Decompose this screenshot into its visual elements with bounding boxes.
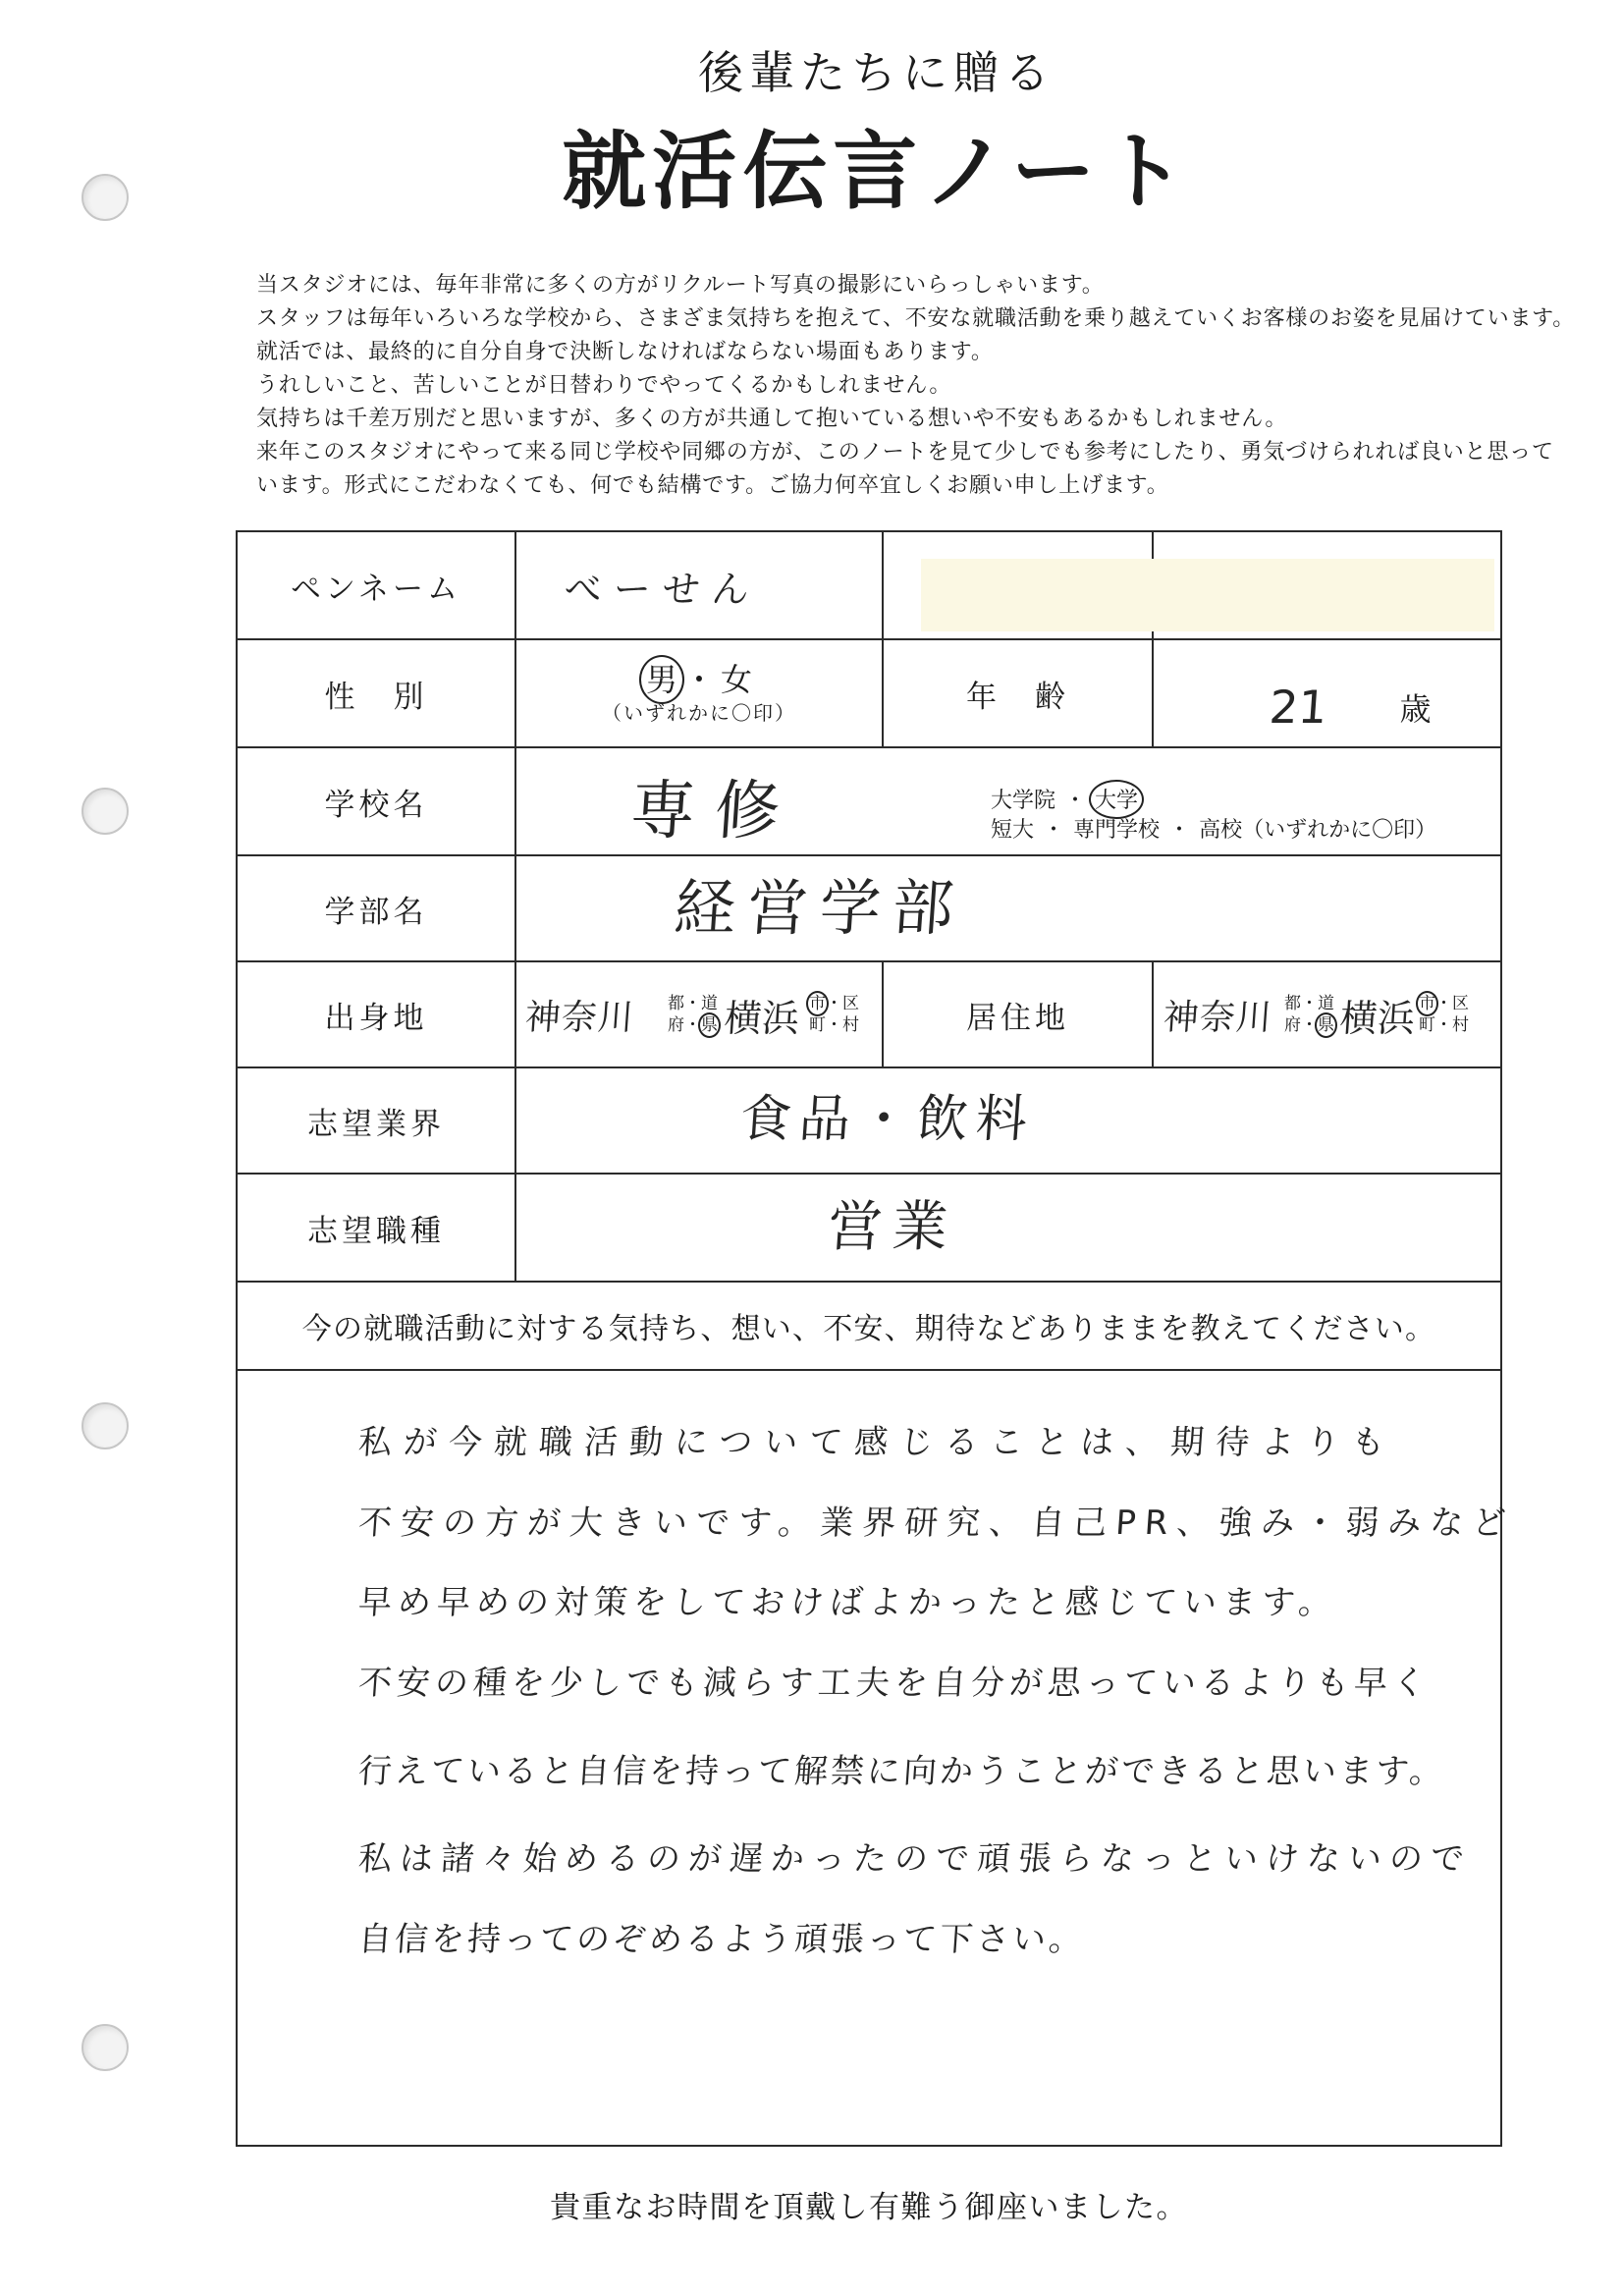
pen-name-label: ペンネーム	[238, 532, 516, 638]
prefecture-suffix-options	[1284, 993, 1334, 1036]
gender-label: 性 別	[238, 640, 516, 746]
city-suffix-options	[1419, 993, 1469, 1036]
industry-row	[238, 1068, 1500, 1175]
note-form	[236, 530, 1516, 2147]
faculty-value: 経営学部	[672, 872, 968, 944]
intro-line: います。形式にこだわなくても、何でも結構です。ご協力何卒宜しくお願い申し上げます。	[256, 472, 1169, 497]
intro-line: スタッフは毎年いろいろな学校から、さまざま気持ちを抱えて、不安な就職活動を乗り越えていくお客様のお姿を見届けています。	[256, 305, 1576, 330]
gender-option-female: 女	[721, 662, 753, 697]
intro-paragraph	[256, 268, 1575, 502]
binder-hole	[81, 2024, 129, 2071]
separator: ・	[1435, 994, 1453, 1012]
message-line: 不安の種を少しでも減らす工夫を自分が思っているよりも早く	[356, 1664, 1433, 1703]
prefecture-suffix: 都	[668, 994, 685, 1012]
separator: ・	[1301, 994, 1319, 1012]
intro-line: うれしいこと、苦しいことが日替わりでやってくるかもしれません。	[256, 372, 952, 397]
intro-line: 就活では、最終的に自分自身で決断しなければならない場面もあります。	[256, 339, 994, 363]
school-type-option: 大学院	[991, 788, 1056, 812]
age-field	[1154, 640, 1500, 746]
city-suffix: 町	[1419, 1015, 1436, 1034]
separator: ・	[1043, 817, 1065, 842]
school-field	[516, 748, 1500, 854]
separator: ・	[1168, 817, 1191, 842]
footer-thanks: 貴重なお時間を頂戴し有難う御座いました。	[550, 2190, 1188, 2224]
prefecture-suffix: 県	[701, 1015, 719, 1034]
school-type-line	[991, 815, 1436, 845]
message-line: 私は諸々始めるのが遅かったので頑張らなっといけないので	[356, 1839, 1474, 1879]
message-area	[238, 1371, 1516, 2145]
school-type-option: 短大	[991, 817, 1035, 842]
school-row	[238, 748, 1500, 856]
page-title: 就活伝言ノート	[562, 125, 1192, 219]
separator: ・	[1064, 788, 1087, 812]
gender-age-row	[238, 640, 1500, 748]
pen-name-row	[238, 532, 1500, 640]
intro-line: 当スタジオには、毎年非常に多くの方がリクルート写真の撮影にいらっしゃいます。	[256, 272, 1105, 297]
residence-label: 居住地	[884, 962, 1154, 1066]
school-type-note: （いずれかに〇印）	[1242, 817, 1437, 842]
industry-label: 志望業界	[238, 1068, 516, 1173]
city-suffix: 区	[1452, 994, 1470, 1012]
separator: ・	[684, 994, 702, 1012]
prefecture-suffix: 県	[1318, 1015, 1335, 1034]
residence-prefecture: 神奈川	[1162, 997, 1274, 1038]
faculty-field	[516, 856, 1500, 960]
city-suffix: 市	[1419, 994, 1436, 1012]
separator: ・	[684, 1015, 702, 1034]
job-type-label: 志望職種	[238, 1175, 516, 1281]
gender-option-male: 男	[645, 662, 677, 697]
school-type-option: 高校	[1199, 817, 1243, 842]
pen-name-field	[516, 532, 884, 638]
faculty-label: 学部名	[238, 856, 516, 960]
gender-field	[516, 640, 884, 746]
prefecture-suffix: 府	[1284, 1015, 1302, 1034]
city-suffix: 区	[842, 994, 860, 1012]
prefecture-suffix-options	[668, 993, 718, 1036]
industry-field	[516, 1068, 1500, 1173]
city-suffix: 町	[809, 1015, 827, 1034]
residence-field	[1154, 962, 1500, 1066]
city-suffix: 市	[809, 994, 827, 1012]
job-type-value: 営業	[825, 1195, 960, 1259]
hometown-label: 出身地	[238, 962, 516, 1066]
separator: ・	[826, 994, 843, 1012]
hometown-residence-row	[238, 962, 1500, 1068]
intro-line: 気持ちは千差万別だと思いますが、多くの方が共通して抱いている想いや不安もあるかもしれません。	[256, 406, 1288, 430]
pen-name-value: べーせん	[563, 567, 763, 611]
separator: ・	[1301, 1015, 1319, 1034]
prefecture-suffix: 都	[1284, 994, 1302, 1012]
school-type-option: 大学	[1095, 786, 1138, 815]
city-suffix: 村	[842, 1015, 860, 1034]
job-type-field	[516, 1175, 1500, 1281]
gender-note: （いずれかに〇印）	[602, 703, 796, 725]
hometown-field	[516, 962, 884, 1066]
message-line: 私が今就職活動について感じることは、期待よりも	[356, 1423, 1398, 1462]
city-suffix: 村	[1452, 1015, 1470, 1034]
school-type-line	[991, 786, 1436, 815]
separator: ・	[682, 662, 715, 697]
message-prompt: 今の就職活動に対する気持ち、想い、不安、期待などありままを教えてください。	[301, 1313, 1436, 1345]
hometown-city: 横浜	[723, 996, 801, 1040]
hometown-prefecture: 神奈川	[523, 997, 636, 1038]
separator: ・	[1435, 1015, 1453, 1034]
prefecture-suffix: 道	[1318, 994, 1335, 1012]
age-label: 年 齢	[884, 640, 1154, 746]
gender-options	[646, 660, 752, 699]
binder-hole	[81, 1402, 129, 1449]
age-value: 21	[1268, 681, 1329, 734]
prefecture-suffix: 道	[701, 994, 719, 1012]
prefecture-suffix: 府	[668, 1015, 685, 1034]
faculty-row	[238, 856, 1500, 962]
school-name-value: 専修	[627, 773, 802, 848]
separator: ・	[826, 1015, 843, 1034]
school-type-options	[991, 786, 1436, 845]
message-line: 行えていると自信を持って解禁に向かうことができると思います。	[356, 1752, 1447, 1791]
school-label: 学校名	[238, 748, 516, 854]
city-suffix-options	[809, 993, 859, 1036]
job-type-row	[238, 1175, 1500, 1283]
intro-line: 来年このスタジオにやって来る同じ学校や同郷の方が、このノートを見て少しでも参考にしたり、勇気づけられれば良いと思って	[256, 439, 1554, 464]
message-line: 不安の方が大きいです。業界研究、自己PR、強み・弱みなど	[356, 1503, 1516, 1543]
masked-area	[921, 559, 1494, 631]
binder-hole	[81, 174, 129, 221]
message-line: 早め早めの対策をしておけばよかったと感じています。	[356, 1583, 1339, 1622]
page-subtitle: 後輩たちに贈る	[698, 47, 1055, 98]
message-prompt-row	[238, 1283, 1500, 1371]
industry-value: 食品・飲料	[737, 1090, 1038, 1149]
residence-city: 横浜	[1338, 996, 1417, 1040]
message-line: 自信を持ってのぞめるよう頑張って下さい。	[356, 1920, 1087, 1959]
binder-hole	[81, 788, 129, 835]
school-type-option: 専門学校	[1073, 817, 1161, 842]
age-unit: 歳	[1399, 691, 1432, 727]
